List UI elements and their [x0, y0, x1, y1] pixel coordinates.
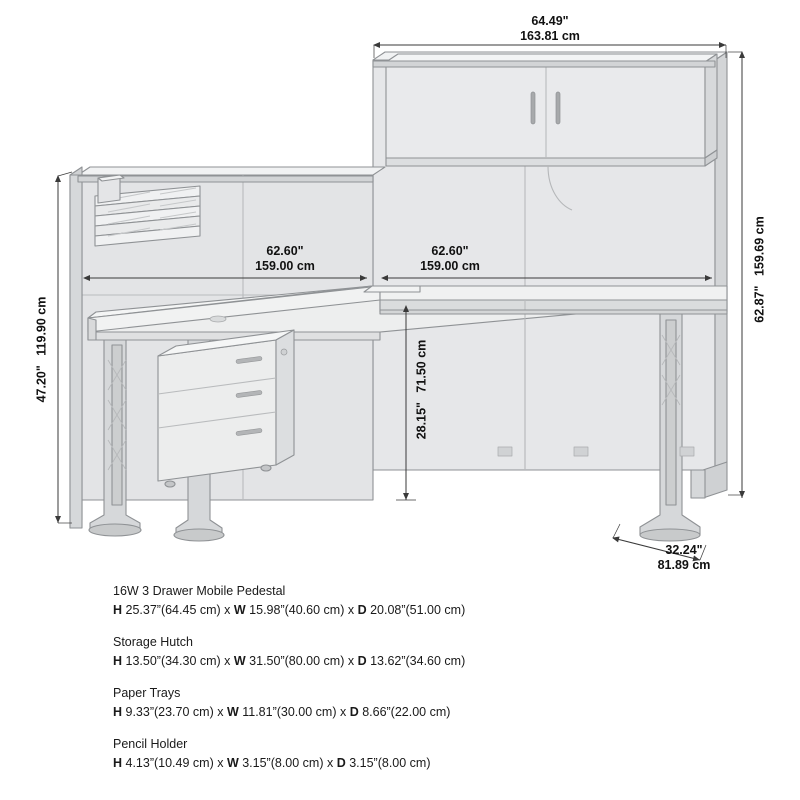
panel-latch-1: [498, 447, 512, 456]
spec-w-value: 31.50”(80.00 cm) x: [245, 654, 358, 668]
pencil-holder: [98, 175, 124, 203]
dim-left-height-inches: 47.20": [34, 365, 49, 403]
spec-dimensions: [113, 755, 733, 772]
spec-h-label: H: [113, 654, 123, 668]
panel-latch-3: [680, 447, 694, 456]
dim-right-height: [753, 210, 768, 330]
spec-w-label: W: [233, 654, 246, 668]
spec-title: 16W 3 Drawer Mobile Pedestal: [113, 584, 286, 598]
dim-depth-inches: 32.24": [665, 543, 703, 557]
dim-depth: [624, 543, 744, 573]
dim-left-span: [225, 244, 345, 274]
spec-w-label: W: [233, 603, 246, 617]
spec-item: [113, 736, 733, 772]
spec-w-value: 15.98”(40.60 cm) x: [245, 603, 358, 617]
hutch-handle-right: [556, 92, 560, 124]
spec-h-value: 13.50”(34.30 cm) x: [122, 654, 234, 668]
spec-d-value: 20.08”(51.00 cm): [366, 603, 466, 617]
mobile-pedestal: [158, 330, 294, 487]
dim-desk-height-inches: 28.15": [414, 402, 429, 440]
dim-left-height-cm: 119.90 cm: [34, 296, 49, 356]
spec-h-value: 4.13”(10.49 cm) x: [122, 756, 227, 770]
dim-left-height: [35, 290, 50, 410]
dim-top-width: [490, 14, 610, 44]
hutch-handle-left: [531, 92, 535, 124]
spec-w-label: W: [226, 756, 239, 770]
dim-right-span: [390, 244, 510, 274]
dim-left-span-cm: 159.00 cm: [255, 259, 315, 273]
spec-title: Pencil Holder: [113, 737, 188, 751]
panel-latch-2: [574, 447, 588, 456]
spec-dimensions: [113, 704, 733, 721]
furniture-group: [70, 52, 727, 541]
spec-d-value: 13.62”(34.60 cm): [366, 654, 466, 668]
spec-dimensions: [113, 602, 733, 619]
dim-right-span-inches: 62.60": [431, 244, 469, 258]
dim-right-height-cm: 159.69 cm: [752, 216, 767, 277]
spec-h-label: H: [113, 705, 123, 719]
spec-w-value: 11.81”(30.00 cm) x: [238, 705, 350, 719]
spec-d-value: 3.15”(8.00 cm): [345, 756, 431, 770]
spec-w-value: 3.15”(8.00 cm) x: [238, 756, 337, 770]
spec-title: Storage Hutch: [113, 635, 193, 649]
spec-d-label: D: [336, 756, 346, 770]
dim-left-span-inches: 62.60": [266, 244, 304, 258]
spec-h-value: 9.33”(23.70 cm) x: [122, 705, 227, 719]
dim-desk-height: [415, 330, 430, 450]
spec-title: Paper Trays: [113, 686, 181, 700]
spec-d-label: D: [357, 603, 367, 617]
spec-d-value: 8.66”(22.00 cm): [358, 705, 451, 719]
spec-dimensions: [113, 653, 733, 670]
spec-h-label: H: [113, 603, 123, 617]
spec-d-label: D: [349, 705, 359, 719]
spec-d-label: D: [357, 654, 367, 668]
dim-depth-cm: 81.89 cm: [657, 558, 711, 572]
spec-item: [113, 583, 733, 619]
dim-top-width-inches: 64.49": [531, 14, 569, 28]
dim-right-height-inches: 62.87": [752, 285, 767, 323]
spec-item: [113, 634, 733, 670]
spec-item: [113, 685, 733, 721]
dim-desk-height-cm: 71.50 cm: [414, 339, 429, 393]
spec-h-label: H: [113, 756, 123, 770]
dim-top-width-cm: 163.81 cm: [520, 29, 580, 43]
specification-list: [113, 583, 733, 787]
spec-w-label: W: [226, 705, 239, 719]
dim-right-span-cm: 159.00 cm: [420, 259, 480, 273]
desk-grommet: [210, 316, 226, 322]
spec-h-value: 25.37”(64.45 cm) x: [122, 603, 234, 617]
